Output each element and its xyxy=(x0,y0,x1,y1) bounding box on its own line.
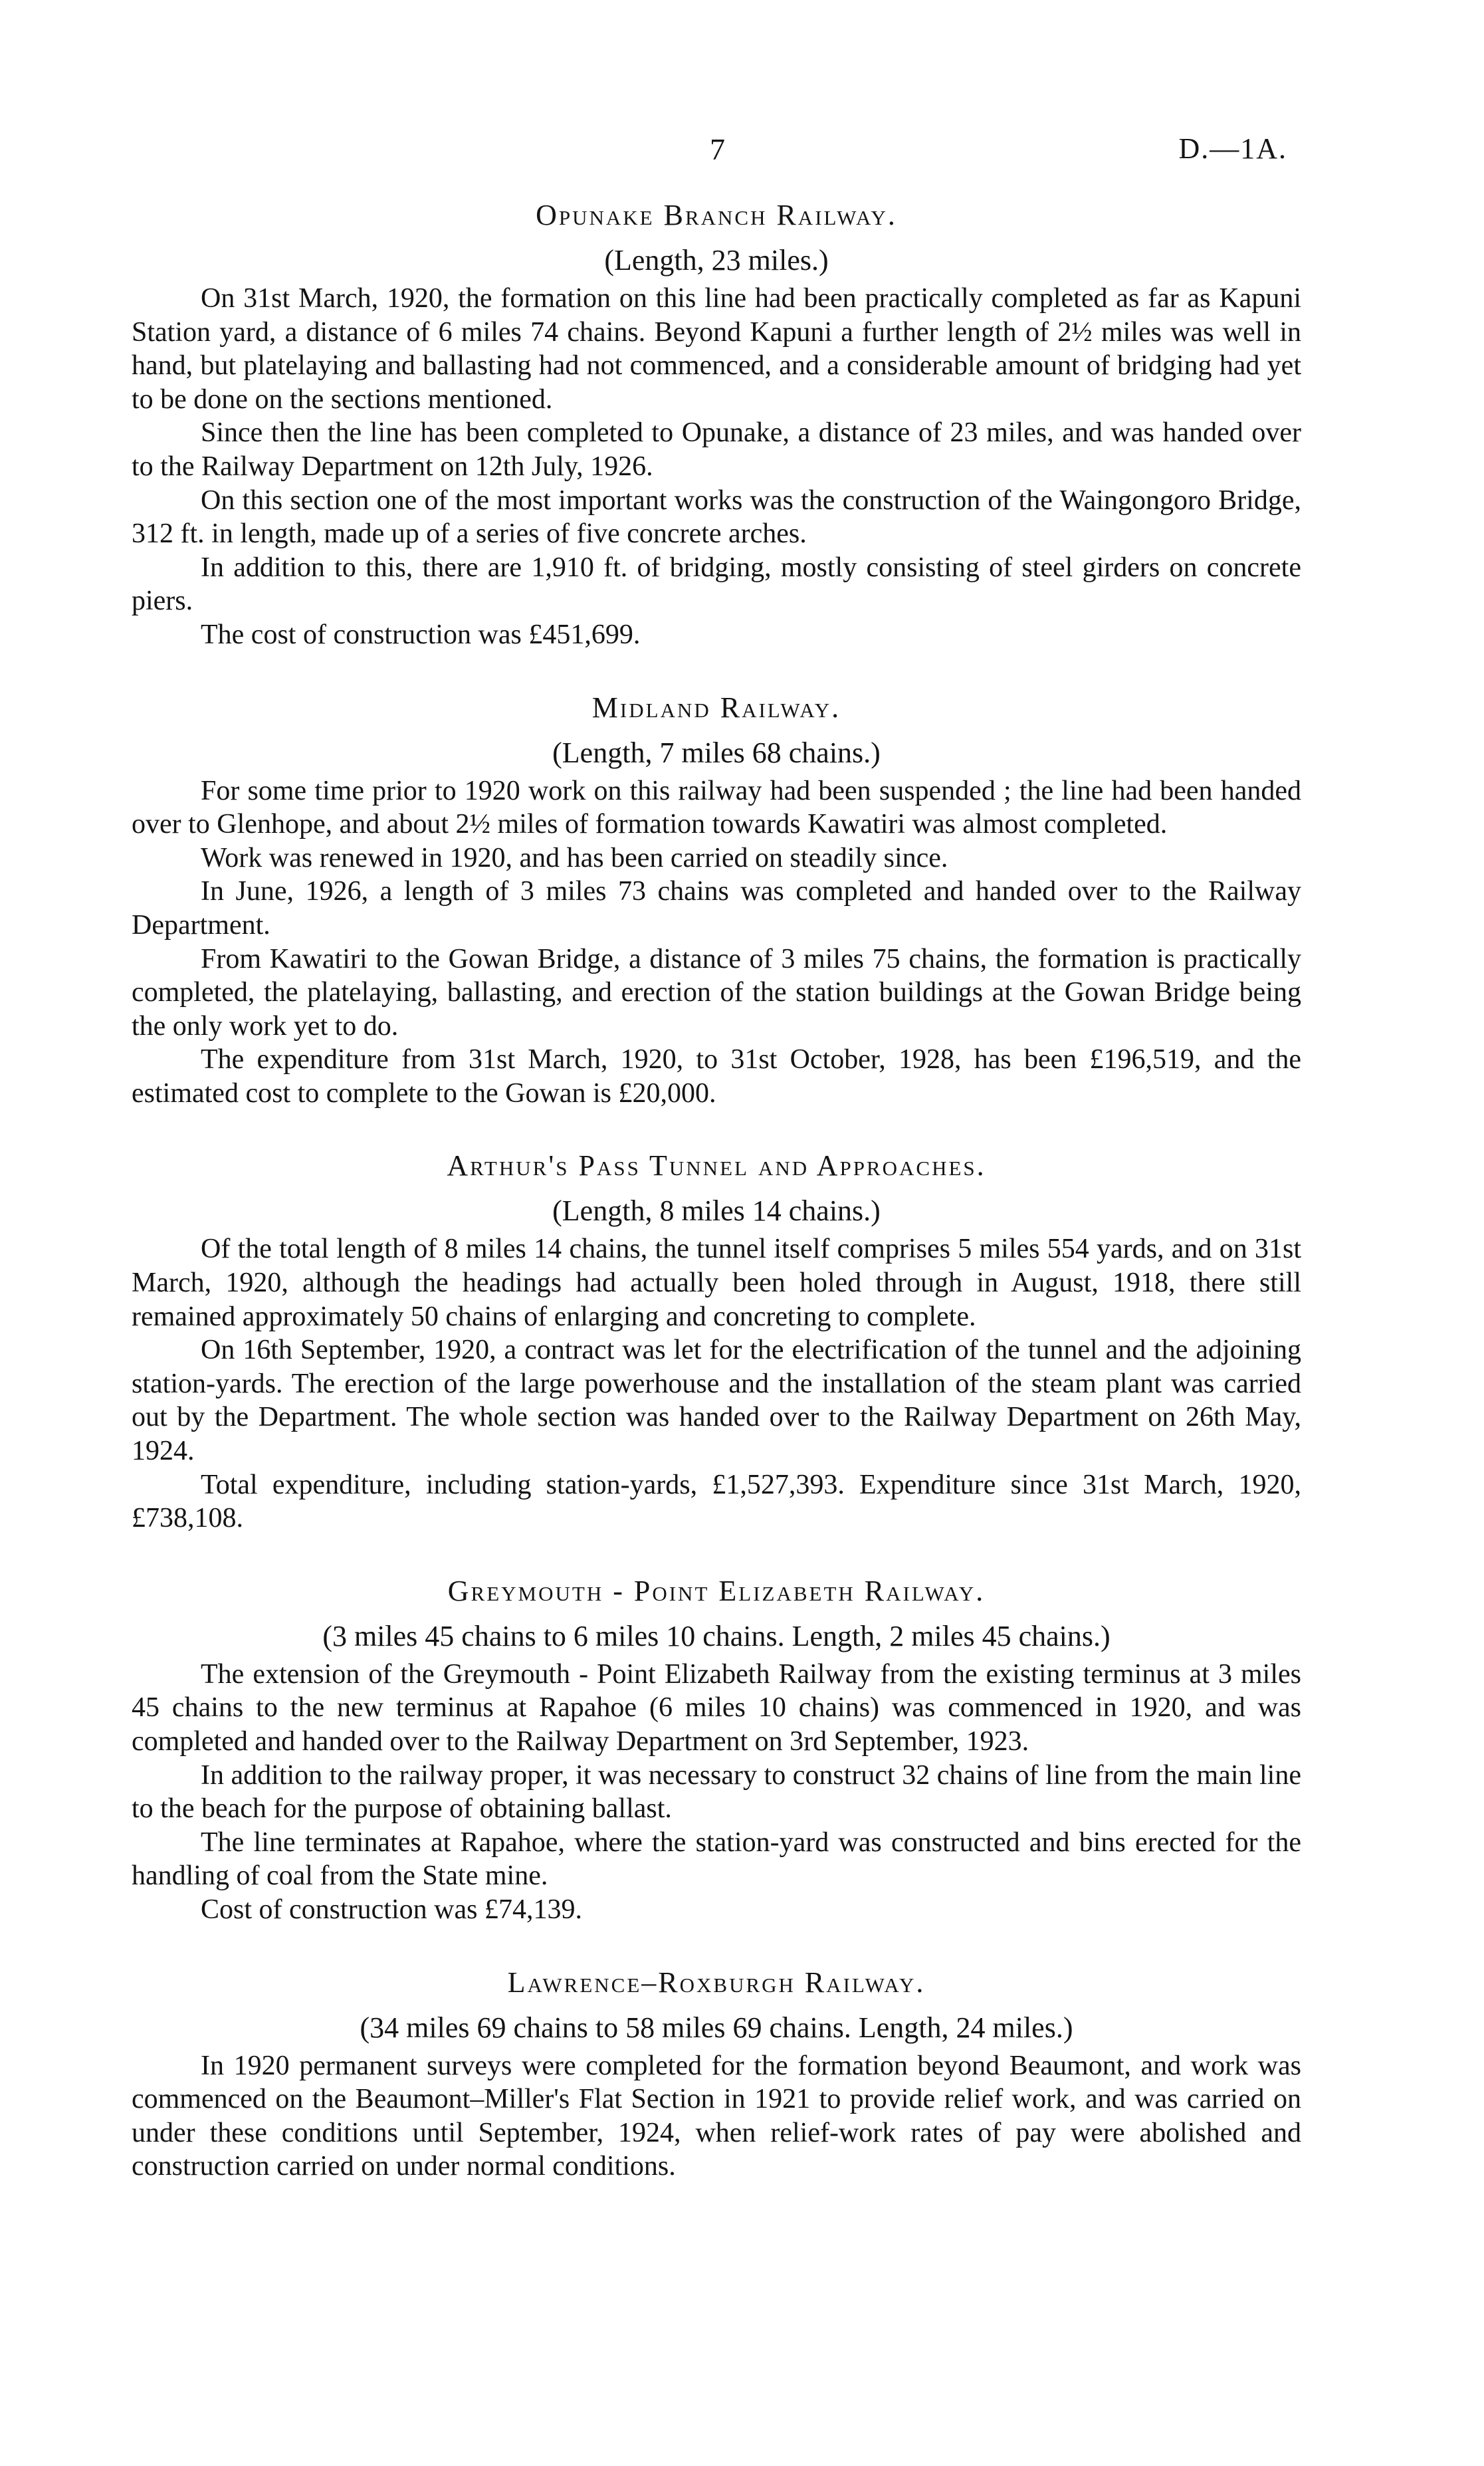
page-header xyxy=(0,132,1484,178)
section-title: Lawrence–Roxburgh Railway. xyxy=(507,1965,926,1999)
section-midland-railway xyxy=(132,689,1301,1111)
section-title: Opunake Branch Railway. xyxy=(536,199,897,231)
section-lawrence-roxburgh-railway xyxy=(132,1964,1301,2184)
paragraph: On 31st March, 1920, the formation on this line had been practically completed as far as Kapuni Station yard, a distance of 6 miles 74 chains. Beyond Kapuni a further length of 2½ miles was well in hand, but platelaying and ballasting had not commenced, and a considerable amount of bridging had yet to be done on the sections mentioned. xyxy=(132,283,1301,415)
paragraph: Of the total length of 8 miles 14 chains, the tunnel itself comprises 5 miles 554 yards, and on 31st March, 1920, although the headings had actually been holed through in August, 1918, there still remained approximately 50 chains of enlarging and concreting to complete. xyxy=(132,1234,1301,1332)
paragraph: In June, 1926, a length of 3 miles 73 chains was completed and handed over to the Railway Department. xyxy=(132,876,1301,941)
section-subtitle: (Length, 23 miles.) xyxy=(604,244,829,277)
section-subtitle: (Length, 8 miles 14 chains.) xyxy=(552,1194,881,1228)
paragraph: Total expenditure, including station-yards, £1,527,393. Expenditure since 31st March, 1920, £738,108. xyxy=(132,1469,1301,1534)
section-opunake-branch-railway xyxy=(132,197,1301,652)
page-content xyxy=(132,197,1301,2184)
paragraph: The expenditure from 31st March, 1920, to 31st October, 1928, has been £196,519, and the estimated cost to complete to the Gowan is £20,000. xyxy=(132,1044,1301,1109)
paragraph: In 1920 permanent surveys were completed for the formation beyond Beaumont, and work was commenced on the Beaumont–Miller's Flat Section in 1921 to provide relief work, and was carried on under these conditions until September, 1924, when relief-work rates of pay were abolished and construction carried on under normal conditions. xyxy=(132,2050,1301,2182)
section-subtitle: (3 miles 45 chains to 6 miles 10 chains. Length, 2 miles 45 chains.) xyxy=(322,1619,1111,1652)
paragraph: The cost of construction was £451,699. xyxy=(201,619,641,650)
section-greymouth-point-elizabeth-railway xyxy=(132,1573,1301,1927)
section-subtitle: (Length, 7 miles 68 chains.) xyxy=(552,736,881,769)
page-number: 7 xyxy=(710,132,725,166)
paragraph: Cost of construction was £74,139. xyxy=(201,1894,582,1925)
document-reference: D.—1A. xyxy=(1178,132,1287,165)
section-arthurs-pass-tunnel xyxy=(132,1147,1301,1535)
paragraph: Since then the line has been completed to Opunake, a distance of 23 miles, and was handed over to the Railway Department on 12th July, 1926. xyxy=(132,417,1301,482)
paragraph: For some time prior to 1920 work on this railway had been suspended ; the line had been handed over to Glenhope, and about 2½ miles of formation towards Kawatiri was almost completed. xyxy=(132,775,1301,840)
section-subtitle: (34 miles 69 chains to 58 miles 69 chains. Length, 24 miles.) xyxy=(360,2011,1073,2044)
paragraph: From Kawatiri to the Gowan Bridge, a distance of 3 miles 75 chains, the formation is practically completed, the platelaying, ballasting, and erection of the station buildings at the Gowan Bridge being the only work yet to do. xyxy=(132,943,1301,1042)
paragraph: The extension of the Greymouth - Point Elizabeth Railway from the existing terminus at 3 miles 45 chains to the new terminus at Rapahoe (6 miles 10 chains) was commenced in 1920, and was completed and handed over to the Railway Department on 3rd September, 1923. xyxy=(132,1658,1301,1757)
paragraph: Work was renewed in 1920, and has been carried on steadily since. xyxy=(201,842,948,873)
paragraph: On 16th September, 1920, a contract was let for the electrification of the tunnel and the adjoining station-yards. The erection of the large powerhouse and the installation of the steam plant was carried out by the Department. The whole section was handed over to the Railway Department on 26th May, 1924. xyxy=(132,1335,1301,1467)
paragraph: In addition to the railway proper, it was necessary to construct 32 chains of line from the main line to the beach for the purpose of obtaining ballast. xyxy=(132,1759,1301,1825)
section-title: Greymouth - Point Elizabeth Railway. xyxy=(447,1574,986,1607)
section-title: Arthur's Pass Tunnel and Approaches. xyxy=(447,1149,986,1182)
paragraph: In addition to this, there are 1,910 ft. of bridging, mostly consisting of steel girders on concrete piers. xyxy=(132,552,1301,617)
paragraph: The line terminates at Rapahoe, where the station-yard was constructed and bins erected for the handling of coal from the State mine. xyxy=(132,1827,1301,1892)
paragraph: On this section one of the most important works was the construction of the Waingongoro Bridge, 312 ft. in length, made up of a series of five concrete arches. xyxy=(132,485,1301,550)
section-title: Midland Railway. xyxy=(591,691,841,724)
